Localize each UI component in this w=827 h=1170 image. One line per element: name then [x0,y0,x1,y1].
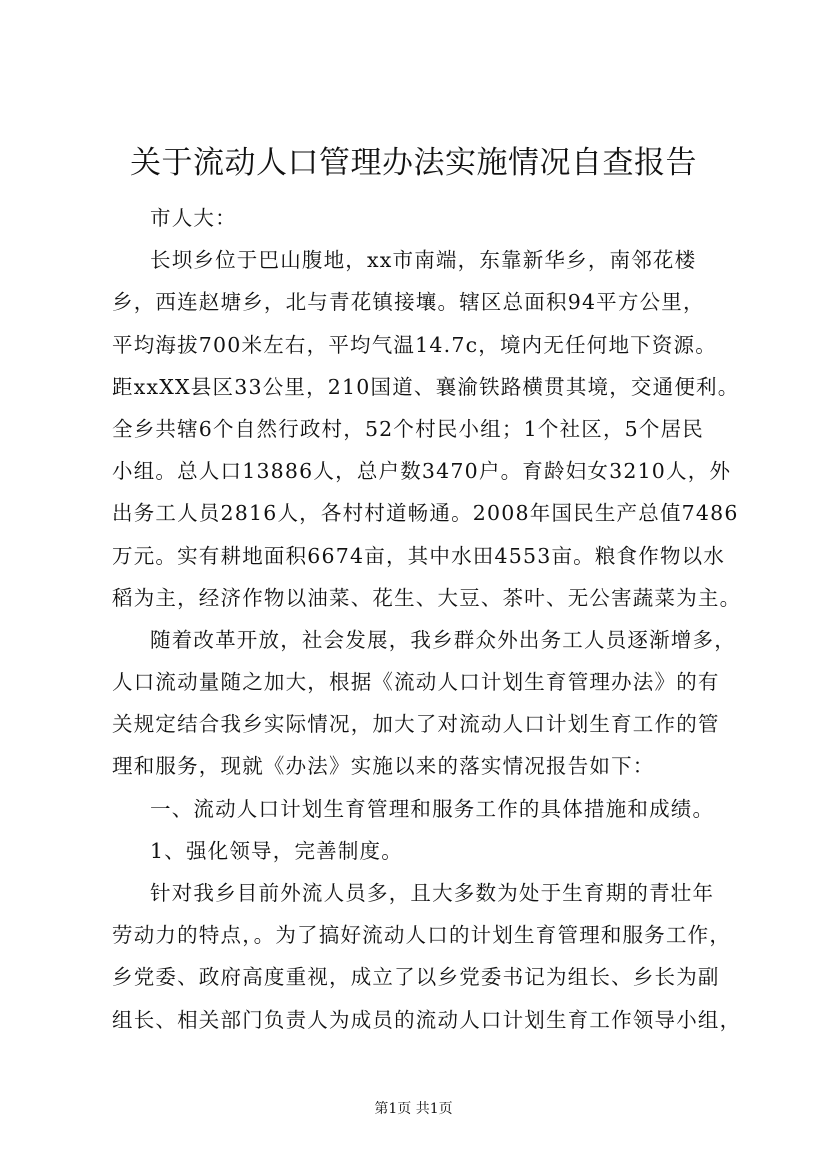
salutation-line: 市人大： [150,206,237,230]
paragraph-line: 小组。总人口13886人，总户数3470户。育龄妇女3210人，外 [112,459,732,484]
paragraph-line: 长坝乡位于巴山腹地，xx市南端，东靠新华乡，南邻花楼 [150,248,697,273]
subsection-heading: 1、强化领导，完善制度。 [150,838,403,863]
paragraph-line: 出务工人员2816人，各村村道畅通。2008年国民生产总值7486 [112,501,739,526]
paragraph-line: 乡，西连赵塘乡，北与青花镇接壤。辖区总面积94平方公里， [112,290,705,315]
paragraph-line: 随着改革开放，社会发展，我乡群众外出务工人员逐渐增多， [150,627,736,652]
paragraph-line: 劳动力的特点，。为了搞好流动人口的计划生育管理和服务工作， [112,923,732,948]
paragraph-line: 关规定结合我乡实际情况，加大了对流动人口计划生育工作的管 [112,712,720,737]
paragraph-line: 万元。实有耕地面积6674亩，其中水田4553亩。粮食作物以水 [112,543,726,568]
paragraph-line: 平均海拔700米左右，平均气温14.7c，境内无任何地下资源。 [112,332,717,357]
paragraph-line: 乡党委、政府高度重视，成立了以乡党委书记为组长、乡长为副 [112,965,720,990]
paragraph-line: 稻为主，经济作物以油菜、花生、大豆、茶叶、无公害蔬菜为主。 [112,585,742,610]
paragraph-line: 理和服务，现就《办法》实施以来的落实情况报告如下： [112,754,655,779]
section-heading: 一、流动人口计划生育管理和服务工作的具体措施和成绩。 [150,796,715,821]
paragraph-line: 组长、相关部门负责人为成员的流动人口计划生育工作领导小组， [112,1007,742,1032]
paragraph-line: 距xxXX县区33公里，210国道、襄渝铁路横贯其境，交通便利。 [112,374,740,399]
page-footer: 第1页 共1页 [374,1101,453,1117]
paragraph-line: 针对我乡目前外流人员多，且大多数为处于生育期的青壮年 [150,881,715,905]
paragraph-line: 全乡共辖6个自然行政村，52个村民小组；1个社区，5个居民 [112,416,705,441]
paragraph-line: 人口流动量随之加大，根据《流动人口计划生育管理办法》的有 [112,670,720,695]
document-body [112,197,742,1041]
document-title: 关于流动人口管理办法实施情况自查报告 [130,145,697,181]
